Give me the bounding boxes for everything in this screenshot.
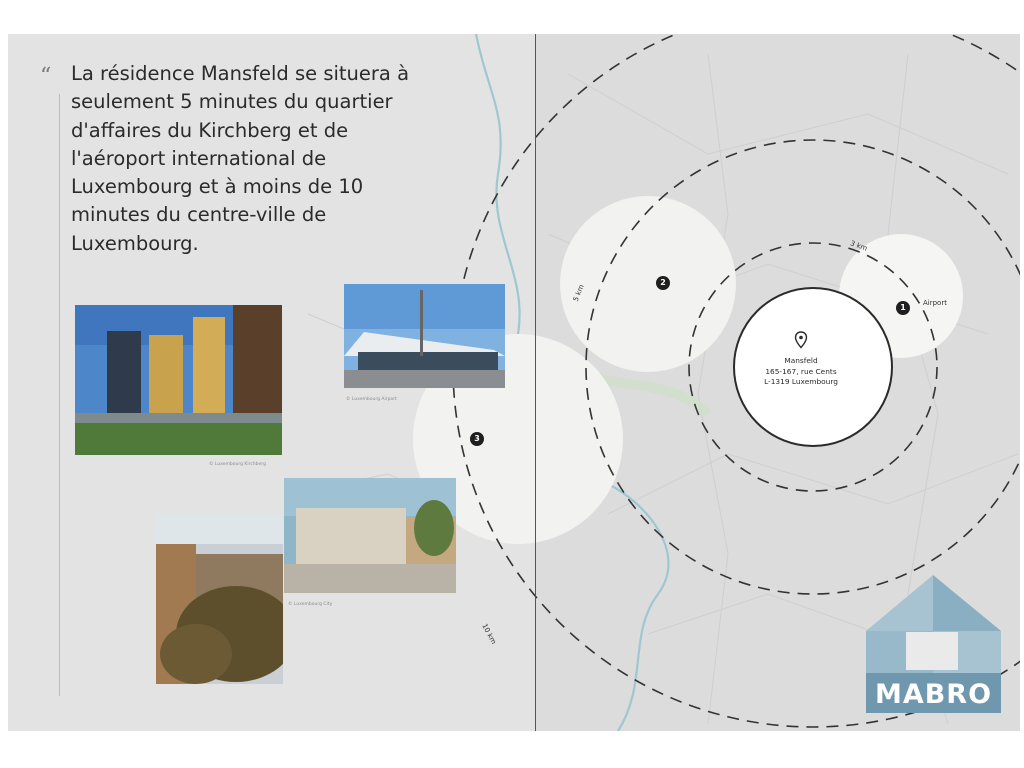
- margin-rule: [59, 94, 60, 696]
- distance-label-outer: 10 km: [480, 622, 498, 646]
- logo-text: MABRO: [874, 679, 993, 710]
- marker-2[interactable]: 2: [656, 276, 670, 290]
- marker-3[interactable]: 3: [470, 432, 484, 446]
- intro-text: La résidence Mansfeld se situera à seulement 5 minutes du quartier d'affaires du Kirchberg et de l'aéroport international de Luxembourg et à moins de 10 minutes du centre-ville de Luxembourg.: [71, 62, 410, 255]
- photo-kirchberg: [75, 305, 282, 455]
- center-name: Mansfeld: [784, 356, 818, 365]
- photo-airport: [344, 284, 505, 388]
- center-location-info: [731, 356, 871, 388]
- center-street: 165-167, rue Cents: [765, 366, 837, 376]
- quote-icon: “: [40, 64, 52, 89]
- mabro-logo: [866, 575, 1001, 715]
- distance-label-inner: 3 km: [849, 239, 869, 253]
- caption-city: © Luxembourg City: [288, 602, 333, 607]
- photo-old-town: [156, 514, 283, 684]
- distance-label-middle: 5 km: [571, 283, 586, 303]
- page-fold: [535, 34, 536, 731]
- center-city: L-1319 Luxembourg: [764, 377, 838, 386]
- location-pin-icon: [794, 331, 808, 349]
- marker-1[interactable]: 1: [896, 301, 910, 315]
- brochure-spread: [8, 34, 1020, 731]
- caption-kirchberg: © Luxembourg Kirchberg: [209, 462, 266, 467]
- photo-city: [284, 478, 456, 593]
- marker-1-label: Airport: [923, 299, 947, 307]
- caption-airport: © Luxembourg Airport: [346, 397, 397, 402]
